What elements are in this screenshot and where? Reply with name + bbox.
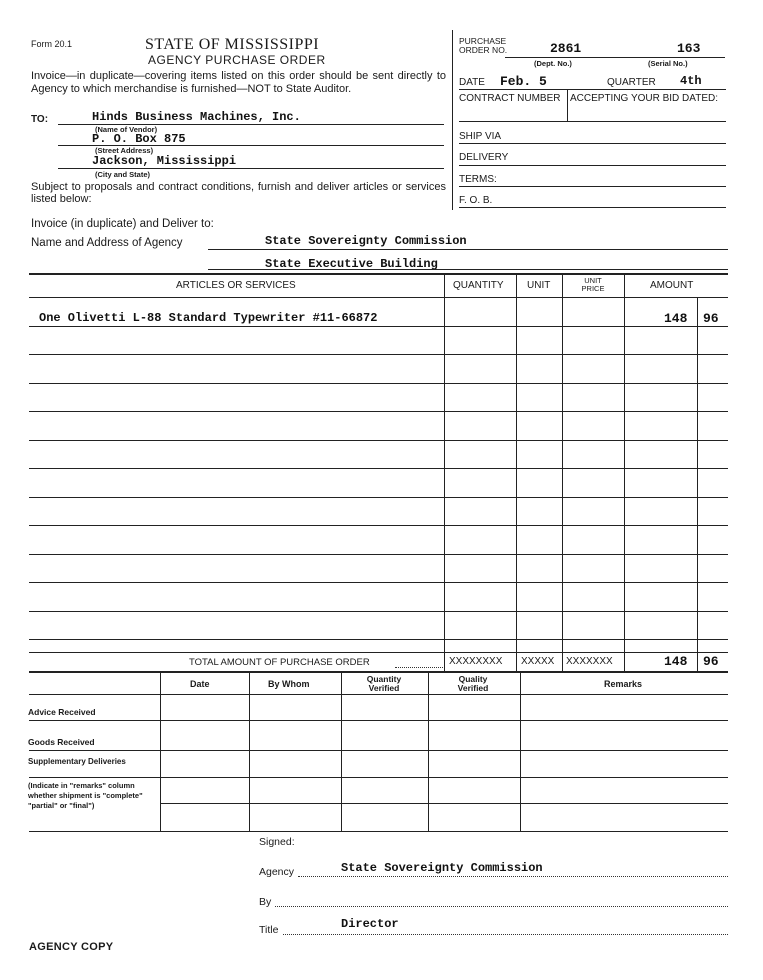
vendor-city-caption: (City and State) bbox=[95, 170, 151, 179]
dept-number: 2861 bbox=[550, 41, 582, 56]
fob-label: F. O. B. bbox=[459, 195, 493, 206]
to-label: TO: bbox=[31, 114, 49, 125]
contract-label: CONTRACT NUMBER bbox=[459, 93, 561, 104]
signature-by-label: By bbox=[259, 896, 272, 908]
delivery-label: DELIVERY bbox=[459, 152, 509, 163]
total-price-x: XXXXXXX bbox=[566, 656, 613, 667]
receipt-row-goods: Goods Received bbox=[28, 737, 95, 747]
vendor-street: P. O. Box 875 bbox=[92, 132, 186, 146]
receipt-row-supplementary: Supplementary Deliveries bbox=[28, 757, 126, 766]
agency-name-label: Name and Address of Agency bbox=[31, 237, 183, 249]
receipt-row-advice: Advice Received bbox=[28, 707, 96, 717]
dept-caption: (Dept. No.) bbox=[534, 59, 572, 68]
deliver-agency-name: State Sovereignty Commission bbox=[265, 234, 467, 248]
item-article: One Olivetti L-88 Standard Typewriter #11-66872 bbox=[39, 311, 378, 325]
total-unit-x: XXXXX bbox=[521, 656, 555, 667]
total-amount-dollars: 148 bbox=[664, 654, 688, 669]
bid-label: ACCEPTING YOUR BID DATED: bbox=[570, 93, 718, 104]
serial-number: 163 bbox=[677, 41, 701, 56]
subject-text: Subject to proposals and contract conditions, furnish and deliver articles or services listed below: bbox=[31, 181, 446, 205]
header-unit: UNIT bbox=[527, 280, 551, 291]
vendor-name: Hinds Business Machines, Inc. bbox=[92, 110, 301, 124]
receipt-header-quality-verified: Quality Verified bbox=[457, 674, 489, 693]
receipt-header-date: Date bbox=[190, 679, 210, 689]
ship-via-label: SHIP VIA bbox=[459, 131, 502, 142]
total-amount-cents: 96 bbox=[703, 654, 719, 669]
header-articles: ARTICLES OR SERVICES bbox=[176, 280, 296, 291]
deliver-instructions: Invoice (in duplicate) and Deliver to: bbox=[31, 218, 214, 230]
agency-copy-label: AGENCY COPY bbox=[29, 941, 114, 953]
item-amount-dollars: 148 bbox=[664, 311, 688, 326]
total-qty-x: XXXXXXXX bbox=[449, 656, 503, 667]
vendor-name-caption: (Name of Vendor) bbox=[95, 125, 158, 134]
state-title: STATE OF MISSISSIPPI bbox=[145, 36, 320, 53]
receipt-header-qty-verified: Quantity Verified bbox=[366, 674, 402, 693]
vendor-street-caption: (Street Address) bbox=[95, 146, 154, 155]
total-label: TOTAL AMOUNT OF PURCHASE ORDER bbox=[189, 657, 370, 668]
signature-agency-value: State Sovereignty Commission bbox=[341, 861, 543, 875]
date-value: Feb. 5 bbox=[500, 74, 547, 89]
vendor-city: Jackson, Mississippi bbox=[92, 154, 237, 168]
receipt-note: (Indicate in "remarks" column whether shipment is "complete" "partial" or "final") bbox=[28, 781, 143, 810]
header-amount: AMOUNT bbox=[650, 280, 694, 291]
quarter-value: 4th bbox=[680, 74, 702, 88]
serial-caption: (Serial No.) bbox=[648, 59, 688, 68]
terms-label: TERMS: bbox=[459, 174, 497, 185]
header-quantity: QUANTITY bbox=[453, 280, 504, 291]
signed-label: Signed: bbox=[259, 836, 295, 848]
item-amount-cents: 96 bbox=[703, 311, 719, 326]
deliver-agency-address: State Executive Building bbox=[265, 257, 438, 271]
order-title: AGENCY PURCHASE ORDER bbox=[148, 53, 326, 67]
date-label: DATE bbox=[459, 77, 485, 88]
receipt-header-remarks: Remarks bbox=[604, 679, 643, 689]
form-number: Form 20.1 bbox=[31, 39, 73, 49]
signature-agency-label: Agency bbox=[259, 866, 295, 878]
header-unit-price: UNIT PRICE bbox=[581, 276, 605, 293]
signature-title-label: Title bbox=[259, 924, 279, 936]
signature-title-value: Director bbox=[341, 917, 399, 931]
invoice-instructions: Invoice—in duplicate—covering items listed on this order should be sent directly to Agency to which merchandise is furnished—NOT to State Auditor. bbox=[31, 70, 446, 95]
receipt-header-by-whom: By Whom bbox=[268, 679, 310, 689]
po-label: PURCHASE ORDER NO. bbox=[459, 36, 508, 55]
quarter-label: QUARTER bbox=[607, 77, 656, 88]
